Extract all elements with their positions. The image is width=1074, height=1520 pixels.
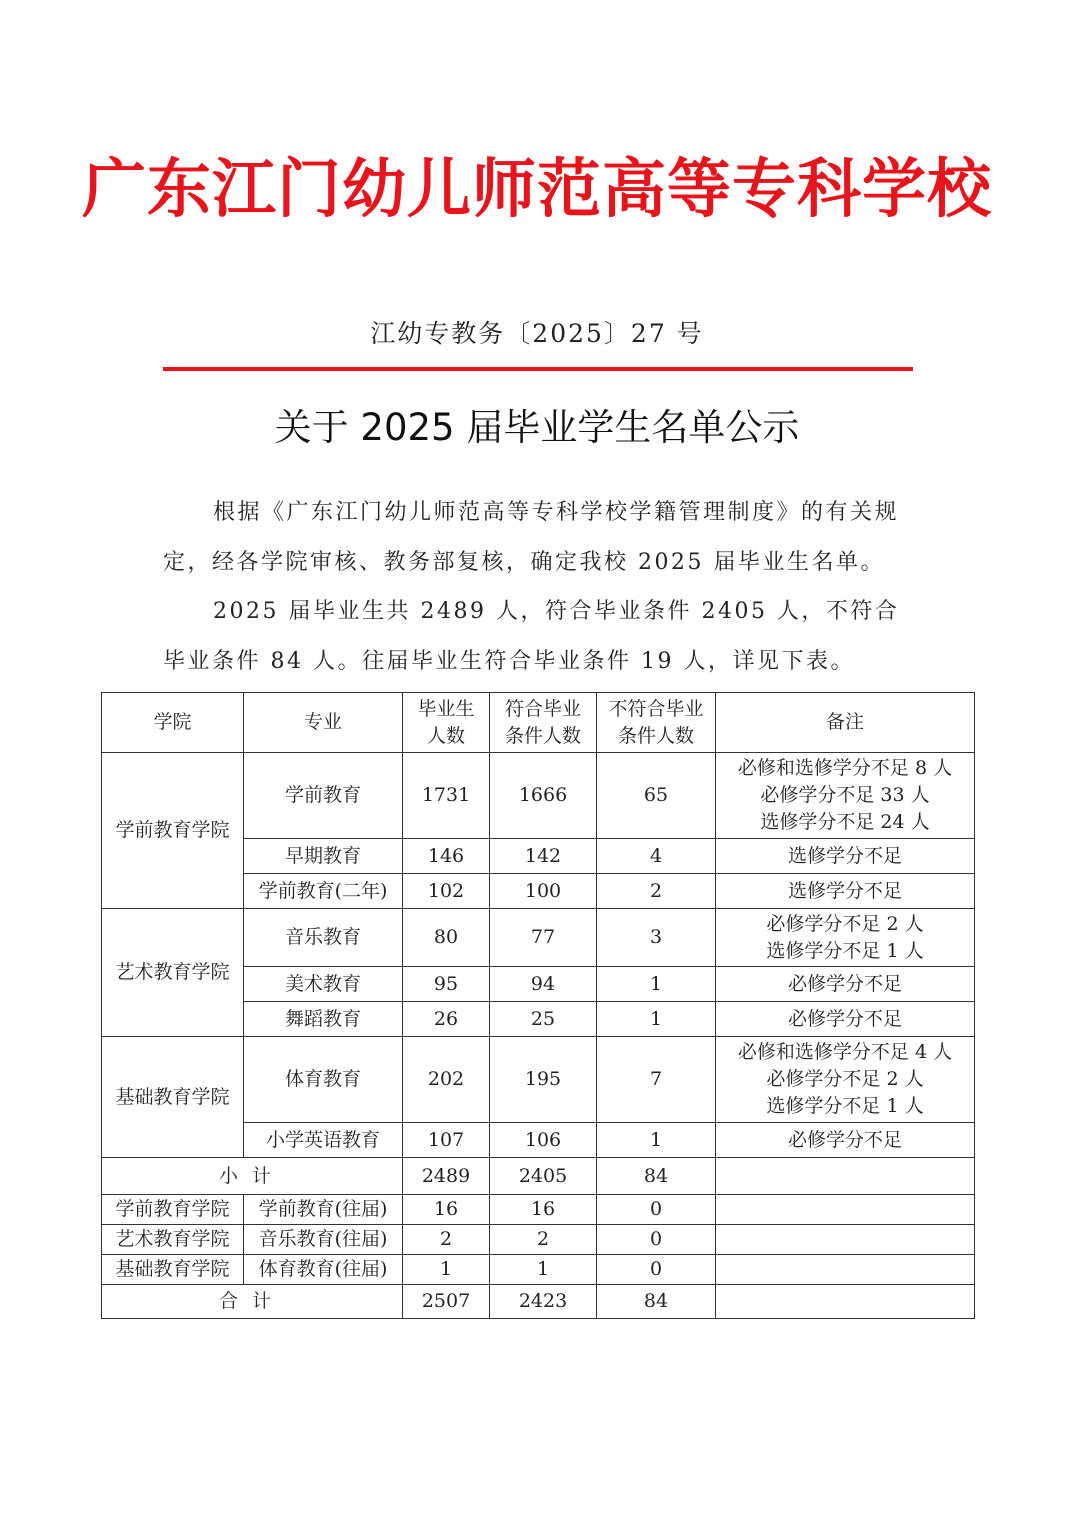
remarks-line: 必修学分不足 33 人: [760, 784, 930, 806]
paragraph-statistics-text: 2025 届毕业生共 2489 人，符合毕业条件 2405 人，不符合毕业条件 84 人。往届毕业生符合毕业条件 19 人，详见下表。: [163, 599, 900, 674]
remarks-line: 选修学分不足 1 人: [766, 1095, 924, 1117]
major-cell: 音乐教育(往届): [244, 1225, 403, 1255]
header-unqualified-line2: 条件人数: [617, 724, 694, 747]
qualified-cell: 77: [490, 909, 597, 967]
subtotal-row-remarks: [716, 1158, 975, 1195]
graduates-cell: 107: [403, 1123, 490, 1158]
remarks-cell: [716, 1225, 975, 1255]
major-cell: 舞蹈教育: [244, 1002, 403, 1037]
total-row-remarks: [716, 1285, 975, 1319]
graduates-cell: 1731: [403, 753, 490, 839]
graduates-cell: 80: [403, 909, 490, 967]
past-graduates-row: [102, 1255, 975, 1285]
college-cell: 学前教育学院: [102, 1195, 244, 1225]
remarks-cell: [716, 967, 975, 1002]
remarks-line: 必修学分不足: [787, 1007, 902, 1030]
major-cell: 小学英语教育: [244, 1123, 403, 1158]
remarks-line: 选修学分不足: [787, 844, 902, 867]
college-cell: 学前教育学院: [102, 753, 244, 909]
paragraph-regulation: [163, 488, 915, 588]
remarks-line: 选修学分不足 1 人: [766, 939, 924, 962]
header-graduates-line2: 人数: [426, 724, 465, 747]
qualified-cell: 1: [490, 1255, 597, 1285]
qualified-cell: 142: [490, 839, 597, 874]
past-graduates-row: [102, 1195, 975, 1225]
header-major: 专业: [244, 693, 403, 753]
header-unqualified-line1: 不符合毕业: [608, 697, 704, 720]
unqualified-cell: 0: [597, 1225, 716, 1255]
major-cell: 学前教育(往届): [244, 1195, 403, 1225]
graduates-cell: 102: [403, 874, 490, 909]
qualified-cell: 94: [490, 967, 597, 1002]
remarks-cell: [716, 1002, 975, 1037]
header-graduates-line1: 毕业生: [417, 697, 475, 720]
college-cell: 艺术教育学院: [102, 1225, 244, 1255]
remarks-cell: [716, 909, 975, 967]
qualified-cell: 1666: [490, 753, 597, 839]
subtotal-row-label: 小计: [102, 1158, 403, 1195]
graduates-cell: 202: [403, 1037, 490, 1123]
unqualified-cell: 1: [597, 967, 716, 1002]
header-qualified-line2: 条件人数: [504, 724, 581, 747]
remarks-cell: [716, 1255, 975, 1285]
remarks-cell: [716, 1123, 975, 1158]
header-graduates: [403, 693, 490, 753]
paragraph-statistics: [163, 587, 915, 687]
graduates-cell: 2: [403, 1225, 490, 1255]
subtotal-row: [102, 1158, 975, 1195]
graduates-cell: 26: [403, 1002, 490, 1037]
unqualified-cell: 0: [597, 1195, 716, 1225]
header-qualified-line1: 符合毕业: [504, 697, 581, 720]
graduates-cell: 95: [403, 967, 490, 1002]
total-row-label: 合计: [102, 1285, 403, 1319]
unqualified-cell: 4: [597, 839, 716, 874]
graduates-cell: 1: [403, 1255, 490, 1285]
subtotal-row-qualified: 2405: [490, 1158, 597, 1195]
past-graduates-row: [102, 1225, 975, 1255]
header-remarks: 备注: [716, 693, 975, 753]
major-cell: 早期教育: [244, 839, 403, 874]
qualified-cell: 2: [490, 1225, 597, 1255]
paragraph-regulation-text: 根据《广东江门幼儿师范高等专科学校学籍管理制度》的有关规定，经各学院审核、教务部复核，确定我校 2025 届毕业生名单。: [163, 500, 900, 575]
total-row-qualified: 2423: [490, 1285, 597, 1319]
remarks-line: 必修学分不足: [787, 1128, 902, 1151]
table-header-row: [102, 693, 975, 753]
unqualified-cell: 65: [597, 753, 716, 839]
remarks-line: 选修学分不足: [787, 879, 902, 902]
major-cell: 体育教育: [244, 1037, 403, 1123]
remarks-cell: [716, 1195, 975, 1225]
graduates-cell: 16: [403, 1195, 490, 1225]
unqualified-cell: 1: [597, 1002, 716, 1037]
remarks-line: 必修和选修学分不足 8 人: [737, 757, 953, 779]
qualified-cell: 16: [490, 1195, 597, 1225]
remarks-cell: [716, 753, 975, 839]
red-divider: [163, 367, 913, 371]
qualified-cell: 195: [490, 1037, 597, 1123]
remarks-line: 必修学分不足 2 人: [766, 912, 924, 935]
graduates-cell: 146: [403, 839, 490, 874]
major-cell: 学前教育(二年): [244, 874, 403, 909]
table-row: [102, 1037, 975, 1123]
header-unqualified: [597, 693, 716, 753]
header-qualified: [490, 693, 597, 753]
college-cell: 艺术教育学院: [102, 909, 244, 1037]
remarks-line: 必修学分不足: [787, 972, 902, 995]
qualified-cell: 100: [490, 874, 597, 909]
header-college: 学院: [102, 693, 244, 753]
remarks-cell: [716, 1037, 975, 1123]
remarks-cell: [716, 839, 975, 874]
table-row: [102, 909, 975, 967]
major-cell: 美术教育: [244, 967, 403, 1002]
unqualified-cell: 3: [597, 909, 716, 967]
college-cell: 基础教育学院: [102, 1037, 244, 1158]
major-cell: 学前教育: [244, 753, 403, 839]
total-row-unqualified: 84: [597, 1285, 716, 1319]
unqualified-cell: 1: [597, 1123, 716, 1158]
college-cell: 基础教育学院: [102, 1255, 244, 1285]
remarks-line: 选修学分不足 24 人: [760, 811, 930, 833]
remarks-cell: [716, 874, 975, 909]
unqualified-cell: 2: [597, 874, 716, 909]
qualified-cell: 106: [490, 1123, 597, 1158]
unqualified-cell: 7: [597, 1037, 716, 1123]
document-number: 江幼专教务〔2025〕27 号: [370, 319, 704, 348]
table-row: [102, 753, 975, 839]
qualified-cell: 25: [490, 1002, 597, 1037]
subtotal-row-unqualified: 84: [597, 1158, 716, 1195]
remarks-line: 必修和选修学分不足 4 人: [737, 1041, 953, 1063]
major-cell: 体育教育(往届): [244, 1255, 403, 1285]
graduate-table: [101, 692, 975, 1319]
total-row: [102, 1285, 975, 1319]
remarks-line: 必修学分不足 2 人: [766, 1068, 924, 1090]
unqualified-cell: 0: [597, 1255, 716, 1285]
major-cell: 音乐教育: [244, 909, 403, 967]
total-row-graduates: 2507: [403, 1285, 490, 1319]
subtotal-row-graduates: 2489: [403, 1158, 490, 1195]
school-name-header: 广东江门幼儿师范高等专科学校: [82, 153, 992, 227]
notice-title: 关于 2025 届毕业学生名单公示: [274, 406, 800, 449]
